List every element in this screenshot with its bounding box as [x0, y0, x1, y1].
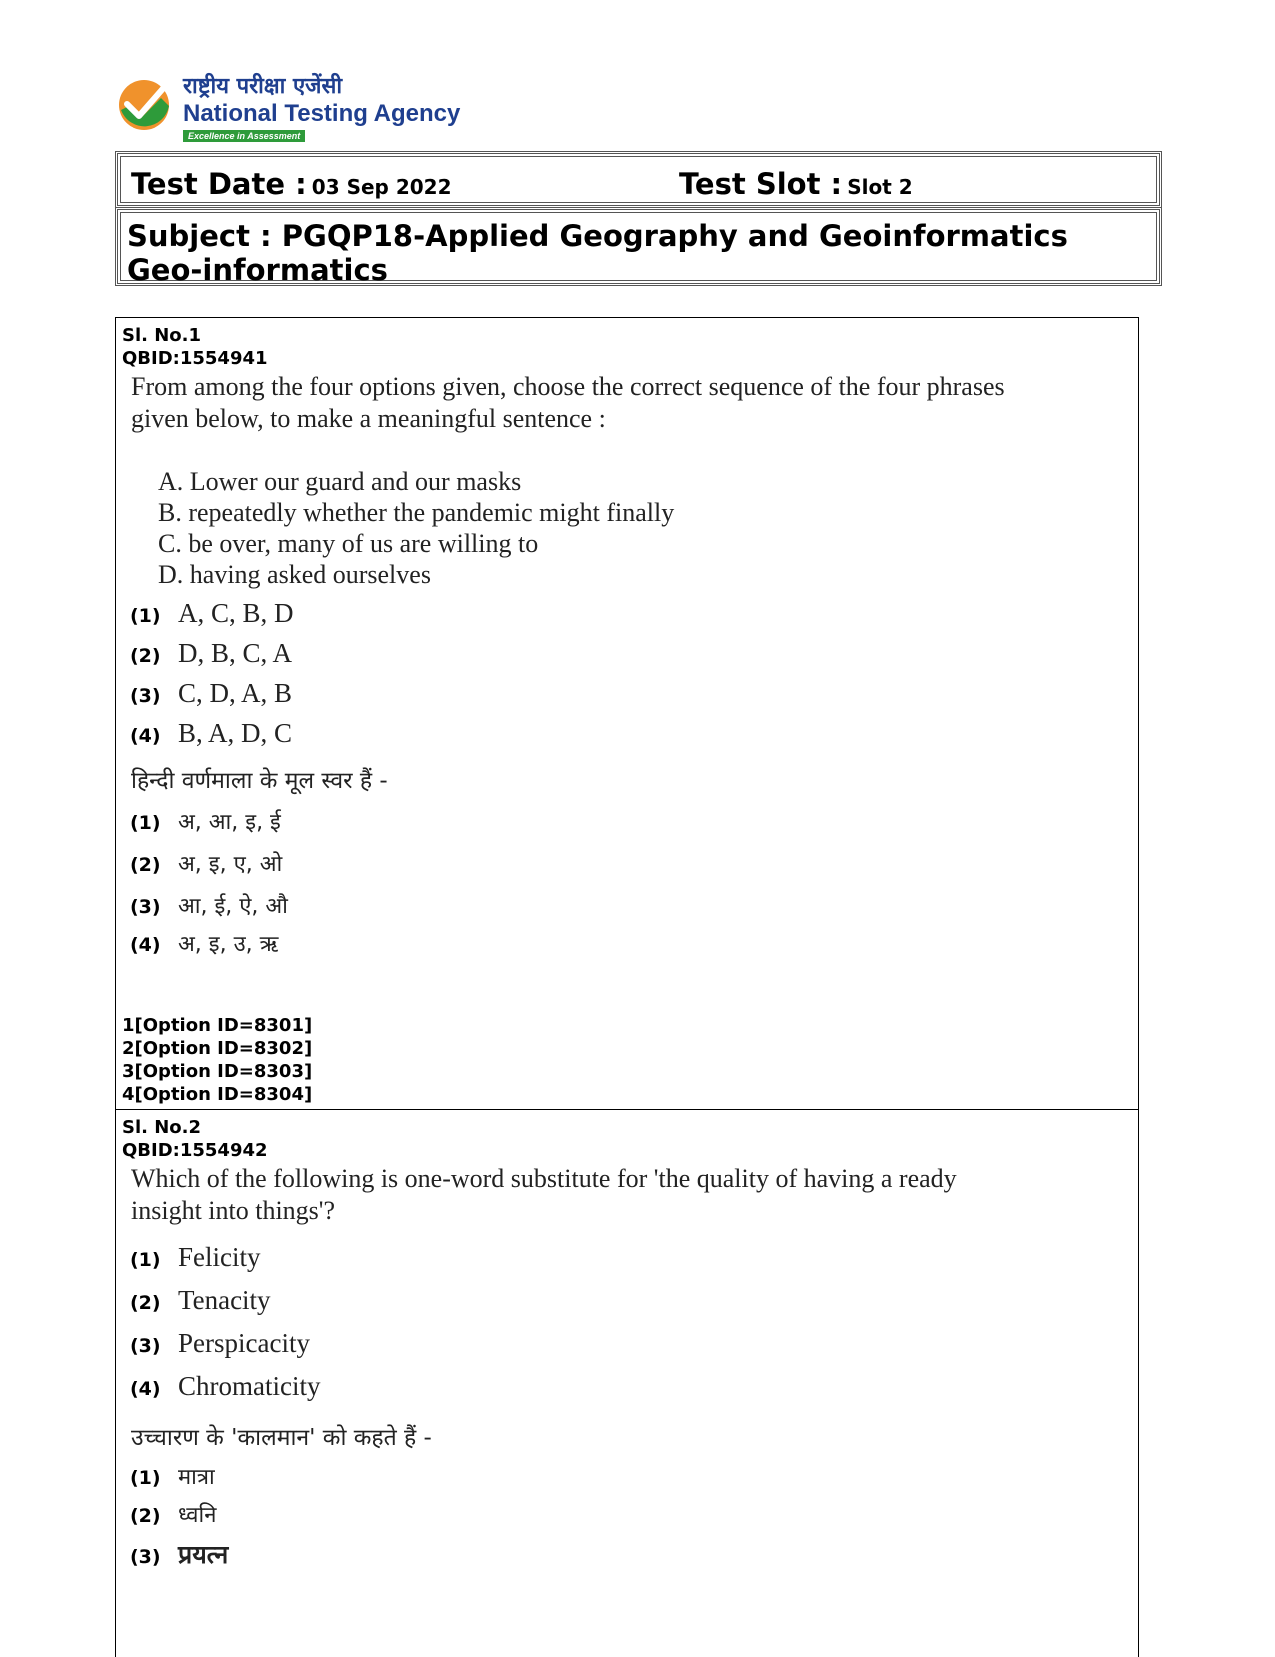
- q1-hindi-option-4[interactable]: (4) अ, इ, उ, ऋ: [130, 932, 279, 957]
- q1-hindi-text: हिन्दी वर्णमाला के मूल स्वर हैं -: [131, 768, 388, 794]
- q2-hindi-option-1[interactable]: (1) मात्रा: [130, 1465, 215, 1490]
- question-list: [115, 317, 1139, 1657]
- q2-text: Which of the following is one-word substitute for 'the quality of having a ready insight into things'?: [131, 1164, 957, 1225]
- q2-hindi-text: उच्चारण के 'कालमान' को कहते हैं -: [131, 1425, 432, 1451]
- q1-option-id-1: 1[Option ID=8301]: [122, 1015, 313, 1036]
- q1-qbid: QBID:1554941: [122, 348, 268, 369]
- test-date-value: 03 Sep 2022: [311, 175, 452, 199]
- q1-hindi-option-2[interactable]: (2) अ, इ, ए, ओ: [130, 852, 283, 877]
- q1-option-id-4: 4[Option ID=8304]: [122, 1084, 313, 1105]
- logo-tagline: Excellence in Assessment: [183, 130, 305, 142]
- q1-phrase-d: D. having asked ourselves: [158, 560, 431, 589]
- subject-box: [115, 207, 1162, 286]
- q1-phrase-b: B. repeatedly whether the pandemic might finally: [158, 498, 675, 527]
- q2-option-2[interactable]: (2) Tenacity: [130, 1285, 271, 1315]
- q1-option-3[interactable]: (3) C, D, A, B: [130, 678, 293, 708]
- nta-logo: [117, 70, 477, 146]
- q2-option-3[interactable]: (3) Perspicacity: [130, 1328, 310, 1358]
- test-slot: Test Slot : Slot 2: [679, 167, 913, 201]
- q2-hindi-option-3[interactable]: (3) प्रयत्न: [130, 1540, 229, 1569]
- q1-option-2[interactable]: (2) D, B, C, A: [130, 638, 293, 668]
- subject-value: PGQP18-Applied Geography and Geoinformatics Geo-informatics: [127, 219, 1068, 287]
- q1-sl-no: Sl. No.1: [122, 325, 202, 346]
- question-divider: [116, 1109, 1138, 1110]
- q1-option-id-2: 2[Option ID=8302]: [122, 1038, 313, 1059]
- q1-phrase-a: A. Lower our guard and our masks: [158, 467, 522, 496]
- q1-option-id-3: 3[Option ID=8303]: [122, 1061, 313, 1082]
- q1-text: From among the four options given, choose the correct sequence of the four phrases given below, to make a meaningful sentence :: [131, 372, 1005, 433]
- test-date: Test Date : 03 Sep 2022: [131, 167, 452, 201]
- q2-hindi-option-2[interactable]: (2) ध्वनि: [130, 1503, 217, 1528]
- checkmark-logo-icon: [117, 76, 171, 132]
- q1-hindi-option-1[interactable]: (1) अ, आ, इ, ई: [130, 810, 281, 835]
- q1-phrase-c: C. be over, many of us are willing to: [158, 529, 539, 558]
- logo-hindi-text: राष्ट्रीय परीक्षा एजेंसी: [183, 74, 343, 99]
- q2-qbid: QBID:1554942: [122, 1140, 268, 1161]
- test-slot-value: Slot 2: [847, 175, 913, 199]
- q1-hindi-option-3[interactable]: (3) आ, ई, ऐ, औ: [130, 894, 288, 919]
- q2-option-1[interactable]: (1) Felicity: [130, 1242, 261, 1272]
- test-info-box: [115, 151, 1162, 208]
- q2-sl-no: Sl. No.2: [122, 1117, 202, 1138]
- q2-option-4[interactable]: (4) Chromaticity: [130, 1371, 321, 1401]
- q1-option-4[interactable]: (4) B, A, D, C: [130, 718, 293, 748]
- logo-english-text: National Testing Agency: [183, 100, 461, 127]
- q1-option-1[interactable]: (1) A, C, B, D: [130, 598, 294, 628]
- subject-line: Subject : PGQP18-Applied Geography and Geoinformatics Geo-informatics: [127, 219, 1068, 287]
